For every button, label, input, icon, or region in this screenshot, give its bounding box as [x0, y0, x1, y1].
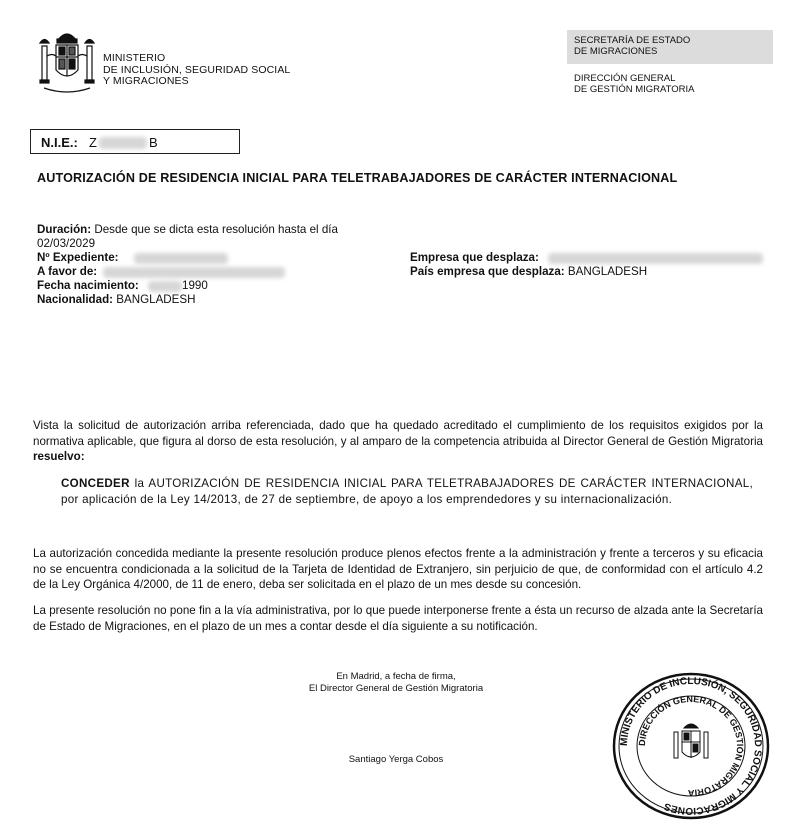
coat-of-arms-icon	[36, 26, 98, 98]
signature-block: En Madrid, a fecha de firma, El Director General de Gestión Migratoria	[308, 671, 484, 694]
redacted-empresa	[548, 253, 763, 264]
signatory-name: Santiago Yerga Cobos	[348, 754, 444, 765]
secretariat-box: SECRETARÍA DE ESTADO DE MIGRACIONES	[567, 30, 773, 64]
stamp-outer-text: MINISTERIO DE INCLUSIÓN, SEGURIDAD SOCIAL Y MIGRACIONES	[618, 675, 764, 817]
redacted-nie	[99, 137, 147, 149]
nacimiento-year: 1990	[182, 279, 208, 292]
stamp-crest-icon	[674, 724, 708, 758]
nie-label: N.I.E.:	[41, 135, 78, 150]
appeal-paragraph: La presente resolución no pone fin a la vía administrativa, por lo que puede interponerse frente a ésta un recurso de alzada ante la Secretaría de Estado de Migraciones, en el plazo de un mes a contar desde el día siguiente a su notificación.	[33, 604, 763, 633]
nacimiento-label: Fecha nacimiento:	[37, 279, 139, 292]
duracion-field: Duración: Desde que se dicta esta resolución hasta el día	[37, 223, 338, 236]
effects-paragraph: La autorización concedida mediante la presente resolución produce plenos efectos frente a la administración y frente a terceros y su eficacia no se encuentra condicionada a la solicitud de la Tarjeta de Identidad de Extranjero, sin perjuicio de que, de conformidad con el artículo 4.2 de la Ley Orgánica 4/2000, de 11 de enero, deba ser solicitada en el plazo de un mes desde su concesión.	[33, 547, 763, 591]
duracion-date: 02/03/2029	[37, 237, 96, 250]
expediente-label: Nº Expediente:	[37, 251, 119, 264]
nacionalidad-field: Nacionalidad: BANGLADESH	[37, 293, 196, 306]
stamp-inner-text: DIRECCIÓN GENERAL DE GESTIÓN MIGRATORIA	[636, 693, 746, 799]
redacted-birthdate	[148, 281, 182, 292]
ministry-name: MINISTERIO DE INCLUSIÓN, SEGURIDAD SOCIAL Y MIGRACIONES	[103, 52, 291, 87]
favor-label: A favor de:	[37, 265, 98, 278]
concede-paragraph: CONCEDER la AUTORIZACIÓN DE RESIDENCIA INICIAL PARA TELETRABAJADORES DE CARÁCTER INTERNACIONAL, por aplicación de la Ley 14/2013, de 27 de septiembre, de apoyo a los emprendedores y su internacionalización.	[61, 477, 753, 506]
pais-field: País empresa que desplaza: BANGLADESH	[410, 265, 648, 278]
nie-prefix: Z	[89, 135, 97, 150]
nie-suffix: B	[149, 135, 158, 150]
redacted-name	[103, 267, 285, 278]
resolution-paragraph: Vista la solicitud de autorización arriba referenciada, dado que ha quedado acreditado el cumplimiento de los requisitos exigidos por la normativa aplicable, que figura al dorso de esta resolución, y al amparo de la competencia atribuida al Director General de Gestión Migratoria resuelvo:	[33, 419, 763, 463]
official-stamp	[611, 672, 771, 820]
redacted-expediente	[134, 253, 228, 264]
empresa-label: Empresa que desplaza:	[410, 251, 539, 264]
document-title: AUTORIZACIÓN DE RESIDENCIA INICIAL PARA TELETRABAJADORES DE CARÁCTER INTERNACIONAL	[37, 171, 678, 185]
directorate-name: DIRECCIÓN GENERAL DE GESTIÓN MIGRATORIA	[574, 73, 695, 95]
